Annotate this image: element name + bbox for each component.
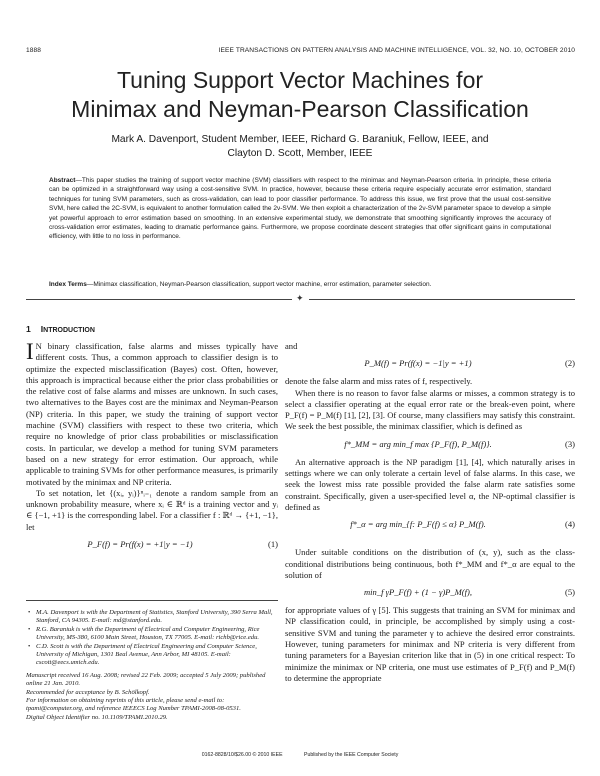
- paragraph-np: An alternative approach is the NP paradigm [1], [4], which naturally arises in settings where we can only tolerate a certain level of false alarms. In this case, we seek the lowest miss rate possible provided the false alarm rate satisfies some constraint. Specifically, given a user-specified level α, the NP-optimal classifier is defined as: [285, 456, 575, 512]
- footnote-recommended: Recommended for acceptance by B. Schölkopf.: [26, 688, 150, 696]
- author-list: [0, 133, 600, 161]
- page-footer: [0, 752, 600, 758]
- equation-5-number: (5): [565, 587, 575, 598]
- journal-header: IEEE TRANSACTIONS ON PATTERN ANALYSIS AND MACHINE INTELLIGENCE, VOL. 32, NO. 10, OCTOBER 2010: [218, 47, 575, 54]
- and-text: and: [285, 341, 298, 351]
- authors-line-1: Mark A. Davenport, Student Member, IEEE, Richard G. Baraniuk, Fellow, IEEE, and: [111, 134, 489, 145]
- section-title-cap: I: [40, 324, 44, 334]
- section-title-rest: NTRODUCTION: [43, 327, 95, 334]
- paragraph-conditions: Under suitable conditions on the distribution of (x, y), such as the class-conditional distributions being continuous, both f*_MM and f*_α are equal to the solution of: [285, 547, 575, 580]
- equation-3: [285, 433, 575, 457]
- footnote-doi: Digital Object Identifier no. 10.1109/TPAMI.2010.29.: [26, 713, 168, 721]
- section-number: 1: [26, 324, 31, 334]
- abstract-text: —This paper studies the training of support vector machine (SVM) classifiers with respect to the minimax and Neyman-Pearson criteria. In principle, these criteria can be optimized in a straightforward way using a cost-sensitive SVM. In practice, however, because these criteria require especially accurate error estimation, standard techniques for tuning SVM parameters, such as cross-validation, can lead to poor classifier performance. To address this issue, we first prove that the usual cost-sensitive SVM, here called the 2C-SVM, is equivalent to another formulation called the 2ν-SVM. We then exploit a characterization of the 2ν-SVM parameter space to develop a simple yet powerful approach to error estimation based on smoothing. In an extensive experimental study, we demonstrate that smoothing significantly improves the accuracy of cross-validation error estimates, leading to dramatic performance gains. Furthermore, we propose coordinate descent strategies that offer significant gains in computational efficiency, with little to no loss in performance.: [49, 177, 551, 241]
- footnote-rule: [26, 600, 278, 601]
- footnote-affiliation-1: • M.A. Davenport is with the Department of Statistics, Stanford University, 390 Serra Mall, Stanford, CA 94305. E-mail: md@stanford.edu.: [28, 609, 273, 625]
- section-divider: [26, 296, 575, 304]
- footnotes: [26, 600, 278, 722]
- paper-title: [0, 66, 600, 124]
- authors-line-2: Clayton D. Scott, Member, IEEE: [227, 148, 373, 159]
- section-heading: [26, 324, 95, 334]
- footnote-affiliation-2: • R.G. Baraniuk is with the Department of Electrical and Computer Engineering, Rice University, MS-380, 6100 Main Street, Houston, TX 77005. E-mail: richb@rice.edu.: [28, 625, 260, 642]
- equation-1: [26, 533, 278, 557]
- equation-4: [285, 513, 575, 547]
- right-column: [285, 341, 575, 684]
- footer-publisher: Published by the IEEE Computer Society: [304, 752, 399, 758]
- paragraph-minimax: When there is no reason to favor false alarms or misses, a common strategy is to select a classifier operating at the equal error rate or the break-even point, where P_F(f) = P_M(f) [1], [2], [3]. Of course, many classifiers may satisfy this constraint. We seek the best possible, the minimax classifier, which is defined as: [285, 387, 575, 432]
- equation-2-body: P_M(f) = Pr(f(x) = −1|y = +1): [364, 358, 472, 369]
- paragraph-gamma: for appropriate values of γ [5]. This suggests that training an SVM for minimax and NP classification could, in principle, be accomplished by simply using a cost-sensitive SVM and tuning the parameter γ to achieve the desired error constraints. However, tuning parameters for minimax and NP criteria is very different from tuning parameters for a Bayesian criterion like that in (5) in one critical respect: To minimize the minimax or NP criteria, one must use estimates of P_F(f) and P_M(f) to determine the appropriate: [285, 605, 575, 683]
- index-terms-text: —Minimax classification, Neyman-Pearson classification, support vector machine, error estimation, parameter selection.: [86, 281, 432, 288]
- equation-1-number: (1): [268, 539, 278, 550]
- paragraph-notation: To set notation, let {(xᵢ, yᵢ)}ⁿᵢ₌₁ denote a random sample from an unknown probability measure, where xᵢ ∈ ℝᵈ is a training vector and yᵢ ∈ {−1, +1} is the corresponding label. For a classifier f : ℝᵈ → {+1, −1}, let: [26, 487, 278, 532]
- equation-3-number: (3): [565, 438, 575, 449]
- drop-cap: I: [26, 339, 34, 364]
- title-line-1: Tuning Support Vector Machines for: [116, 67, 484, 93]
- paragraph-intro: [26, 341, 278, 488]
- equation-2-number: (2): [565, 358, 575, 369]
- index-terms: [49, 280, 551, 289]
- footnote-reprints: For information on obtaining reprints of this article, please send e-mail to: tpami@computer.org, and reference IEEECS Log Number TPAMI-2008-08-0531.: [26, 697, 241, 713]
- equation-2: [285, 352, 575, 376]
- equation-1-body: P_F(f) = Pr(f(x) = +1|y = −1): [87, 539, 193, 550]
- bullet-icon: •: [28, 642, 31, 650]
- paragraph-denote: denote the false alarm and miss rates of f, respectively.: [285, 376, 473, 387]
- footnote-affiliation-3: • C.D. Scott is with the Department of Electrical Engineering and Computer Science, University of Michigan, 1301 Beal Avenue, Ann Arbor, MI 48105. E-mail: cscott@eecs.umich.edu.: [28, 642, 257, 667]
- equation-5-body: min_f γP_F(f) + (1 − γ)P_M(f),: [364, 587, 472, 598]
- left-column: [26, 341, 278, 557]
- equation-4-body: f*_α = arg min_{f: P_F(f) ≤ α} P_M(f).: [350, 519, 486, 530]
- page-number: 1888: [26, 47, 42, 54]
- title-line-2: Minimax and Neyman-Pearson Classification: [71, 96, 529, 122]
- equation-5: [285, 581, 575, 605]
- divider-line-left: [26, 299, 292, 300]
- footnote-received: Manuscript received 16 Aug. 2008; revised 22 Feb. 2009; accepted 5 July 2009; published online 21 Jan. 2010.: [26, 671, 266, 688]
- equation-4-number: (4): [565, 519, 575, 530]
- running-header: [26, 47, 575, 59]
- bullet-icon: •: [28, 625, 31, 633]
- footer-issn: 0162-8828/10/$26.00 © 2010 IEEE: [201, 752, 283, 758]
- index-terms-label: Index Terms: [49, 281, 87, 288]
- intro-text: binary classification, false alarms and misses typically have different costs. Thus, a common approach to classifier design is to optimize the expected misclassification (Bayes) cost. Often, however, this approach is impractical because either the prior class probabilities or the relative cost of false alarms and misses are unknown. In such cases, two alternatives to the Bayes cost are the minimax and Neyman-Pearson (NP) criteria. In this paper, we study the training of support vector machine (SVM) classifiers with respect to these two criteria, which require no knowledge of prior class probabilities or misclassification costs. In particular, we develop a method for tuning SVM parameters based on a new strategy for error estimation. Our approach, while applicable to training SVMs for other performance measures, is primarily motivated by the minimax and NP criteria.: [26, 341, 278, 487]
- equation-3-body: f*_MM = arg min_f max {P_F(f), P_M(f)}.: [344, 438, 492, 449]
- divider-diamond-icon: ✦: [296, 294, 304, 304]
- bullet-icon: •: [28, 609, 31, 616]
- abstract-label: Abstract: [49, 177, 76, 184]
- intro-first-letter: N: [35, 341, 42, 351]
- abstract: [49, 176, 551, 242]
- divider-line-right: [309, 299, 575, 300]
